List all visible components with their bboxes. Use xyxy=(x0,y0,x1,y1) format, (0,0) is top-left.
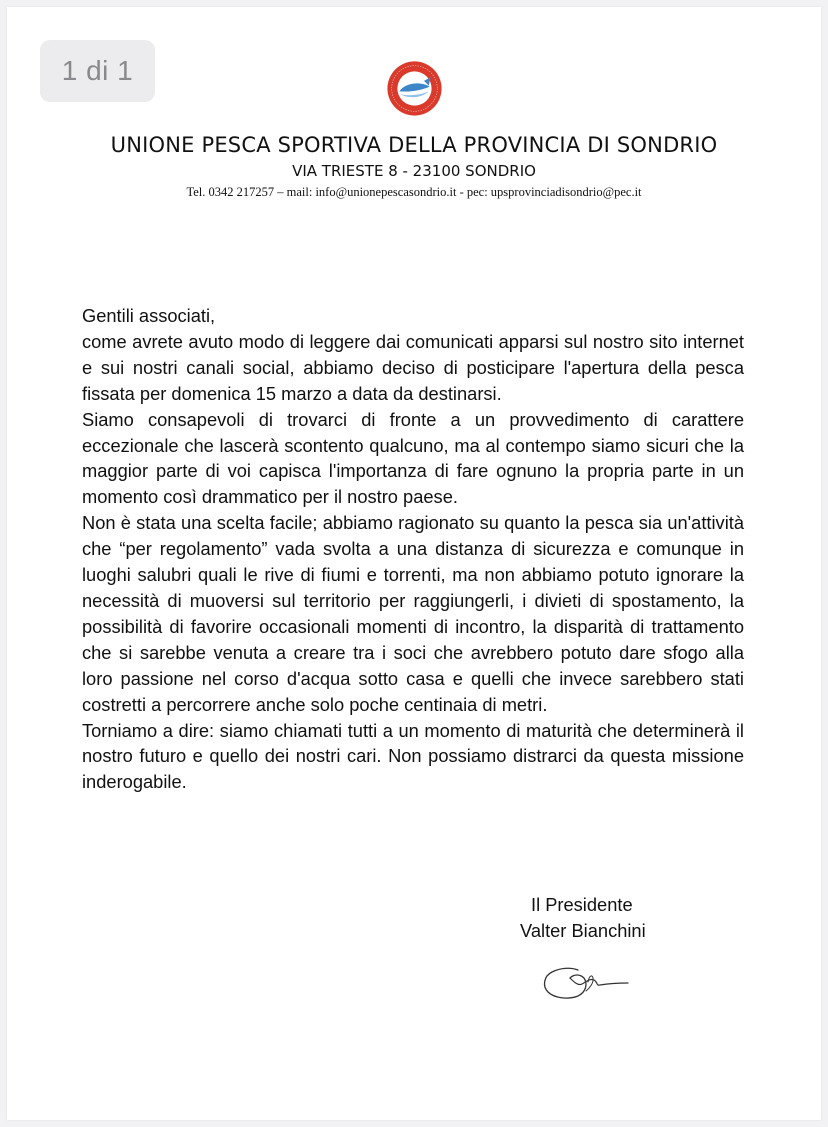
letter-paragraph: come avrete avuto modo di leggere dai comunicati apparsi sul nostro sito internet e sui nostri canali social, abbiamo deciso di posticipare l'apertura della pesca fissata per domenica 15 marzo a data da destinarsi. xyxy=(82,330,744,404)
letter-body xyxy=(82,303,744,795)
page-indicator: 1 di 1 xyxy=(40,40,155,102)
handwritten-signature xyxy=(540,958,635,1008)
letter-salutation: Gentili associati, xyxy=(82,305,216,326)
organization-contacts: Tel. 0342 217257 – mail: info@unionepescasondrio.it - pec: upsprovinciadisondrio@pec.it xyxy=(186,185,642,199)
fishing-union-logo-icon xyxy=(386,60,443,117)
signature-block xyxy=(520,892,646,944)
letter-paragraph: Torniamo a dire: siamo chiamati tutti a un momento di maturità che determinerà il nostro futuro e quello dei nostri cari. Non possiamo distrarci da questa missione inderogabile. xyxy=(82,719,744,793)
signatory-name: Valter Bianchini xyxy=(520,920,646,941)
organization-address: VIA TRIESTE 8 - 23100 SONDRIO xyxy=(292,162,536,180)
letter-paragraph: Non è stata una scelta facile; abbiamo ragionato su quanto la pesca sia un'attività che “per regolamento” vada svolta a una distanza di sicurezza e comunque in luoghi salubri quali le rive di fiumi e torrenti, ma non abbiamo potuto ignorare la necessità di muoversi sul territorio per raggiungerli, i divieti di spostamento, la possibilità di favorire occasionali momenti di incontro, la disparità di trattamento che si sarebbe venuta a creare tra i soci che avrebbero potuto dare sfogo alla loro passione nel corso d'acqua sotto casa e quelli che invece sarebbero stati costretti a percorrere anche solo poche centinaia di metri. xyxy=(82,512,744,715)
organization-name: UNIONE PESCA SPORTIVA DELLA PROVINCIA DI SONDRIO xyxy=(110,133,718,157)
letter-paragraph: Siamo consapevoli di trovarci di fronte a un provvedimento di carattere eccezionale che lascerà scontento qualcuno, ma al contempo siamo sicuri che la maggior parte di voi capisca l'importanza di fare ognuno la propria parte in un momento così drammatico per il nostro paese. xyxy=(82,408,744,508)
signatory-title: Il Presidente xyxy=(531,894,633,915)
